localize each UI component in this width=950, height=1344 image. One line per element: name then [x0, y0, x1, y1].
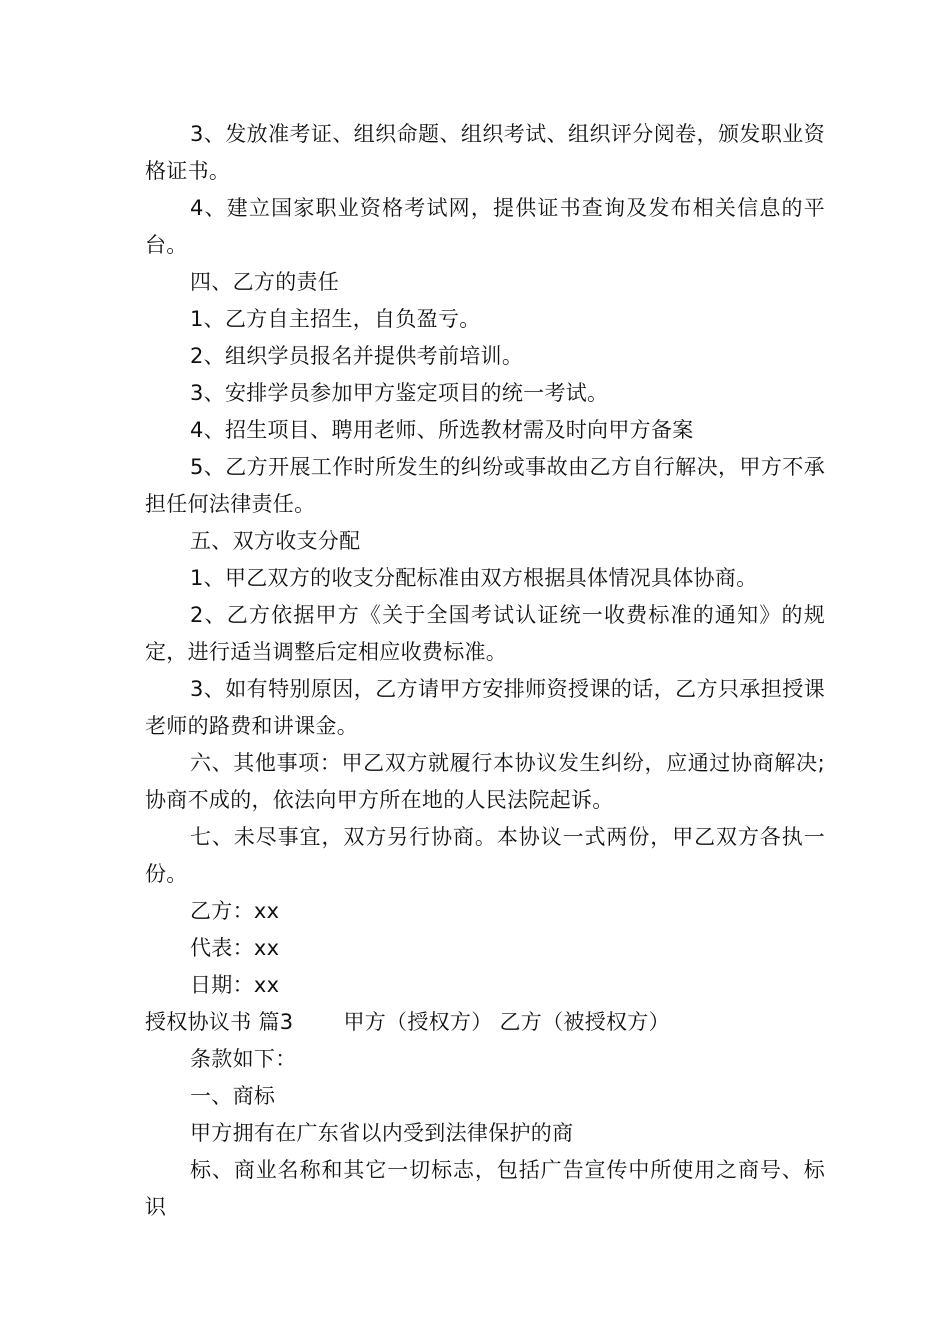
section-title: 授权协议书 篇3: [145, 1010, 294, 1034]
paragraph-other-matters: 六、其他事项：甲乙双方就履行本协议发生纠纷，应通过协商解决;协商不成的，依法向甲方所在地的人民法院起诉。: [145, 751, 825, 812]
signature-party-b: 乙方：xx: [190, 899, 280, 923]
document-body: [145, 116, 825, 1226]
paragraph-arrange-exam: 3、安排学员参加甲方鉴定项目的统一考试。: [190, 381, 609, 405]
paragraph-trademark-ownership: 甲方拥有在广东省以内受到法律保护的商: [190, 1121, 574, 1145]
paragraph-teacher-costs: 3、如有特别原因，乙方请甲方安排师资授课的话，乙方只承担授课老师的路费和讲课金。: [145, 677, 825, 738]
paragraph-distribution-standard: 1、甲乙双方的收支分配标准由双方根据具体情况具体协商。: [190, 566, 758, 590]
paragraph-trademark-scope: 标、商业名称和其它一切标志，包括广告宣传中所使用之商号、标识: [145, 1158, 825, 1219]
signature-date: 日期：xx: [190, 973, 280, 997]
paragraph-self-enrollment: 1、乙方自主招生，自负盈亏。: [190, 307, 481, 331]
paragraph-unresolved-matters: 七、未尽事宜，双方另行协商。本协议一式两份，甲乙双方各执一份。: [145, 825, 825, 886]
section-heading-line: [145, 1004, 825, 1041]
signature-representative: 代表：xx: [190, 936, 280, 960]
heading-revenue-distribution: 五、双方收支分配: [190, 529, 361, 553]
paragraph-organize-registration: 2、组织学员报名并提供考前培训。: [190, 344, 524, 368]
paragraph-terms-intro: 条款如下：: [190, 1047, 297, 1071]
paragraph-issue-certificates: 3、发放准考证、组织命题、组织考试、组织评分阅卷，颁发职业资格证书。: [145, 122, 825, 183]
paragraph-dispute-liability: 5、乙方开展工作时所发生的纠纷或事故由乙方自行解决，甲方不承担任何法律责任。: [145, 455, 825, 516]
heading-party-b-responsibilities: 四、乙方的责任: [190, 270, 340, 294]
paragraph-fee-standard: 2、乙方依据甲方《关于全国考试认证统一收费标准的通知》的规定，进行适当调整后定相应收费标准。: [145, 603, 825, 664]
section-parties: 甲方（授权方） 乙方（被授权方）: [343, 1010, 670, 1034]
paragraph-exam-website: 4、建立国家职业资格考试网，提供证书查询及发布相关信息的平台。: [145, 196, 825, 257]
paragraph-record-filing: 4、招生项目、聘用老师、所选教材需及时向甲方备案: [190, 418, 694, 442]
heading-trademark: 一、商标: [190, 1084, 276, 1108]
